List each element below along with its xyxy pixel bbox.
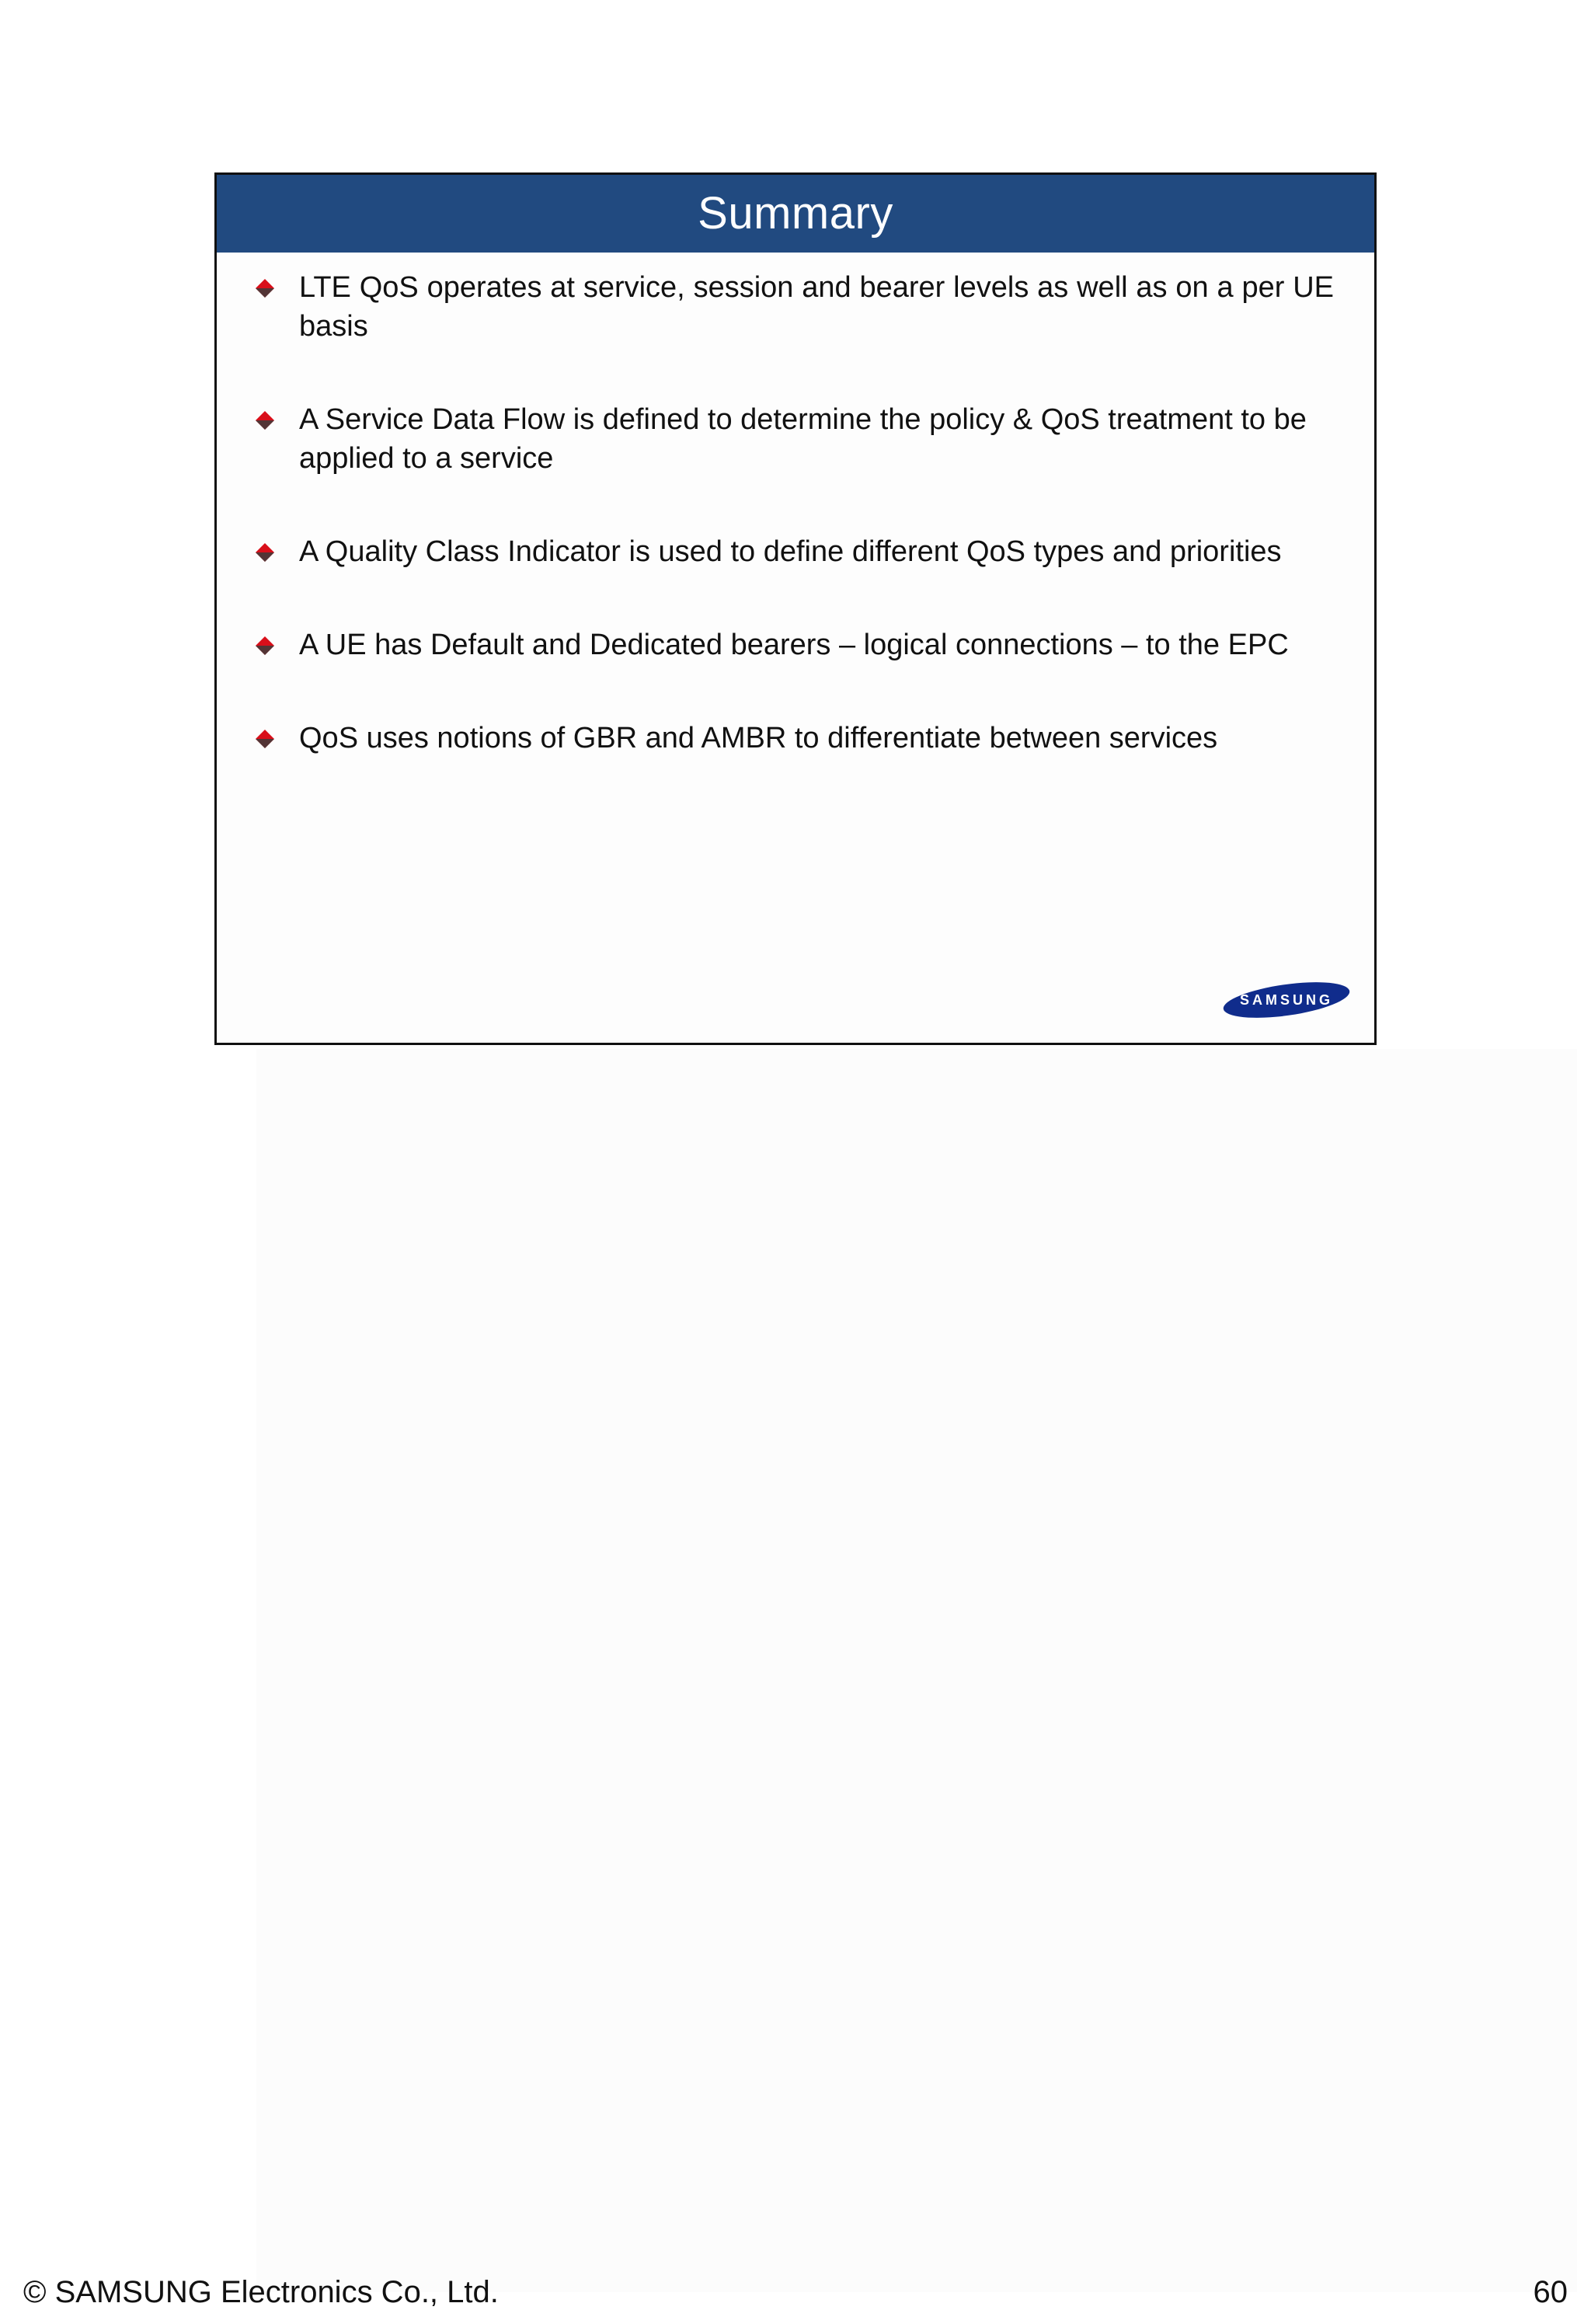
red-diamond-bullet-icon xyxy=(254,277,276,299)
bullet-text: A Quality Class Indicator is used to define different QoS types and priorities xyxy=(299,535,1282,568)
bullet-text: A UE has Default and Dedicated bearers – logical connections – to the EPC xyxy=(299,629,1289,661)
bullet-item-lte-qos xyxy=(254,268,1334,346)
samsung-logo-text: SAMSUNG xyxy=(1239,992,1334,1008)
slide-header xyxy=(217,175,1374,253)
bullet-list xyxy=(254,268,1334,758)
bullet-item-gbr-ambr xyxy=(254,719,1334,758)
samsung-logo xyxy=(1222,979,1351,1021)
bullet-item-service-data-flow xyxy=(254,400,1334,478)
summary-slide xyxy=(214,172,1377,1045)
page-background xyxy=(256,1049,1577,2292)
bullet-item-default-dedicated-bearers xyxy=(254,625,1334,664)
bullet-text: QoS uses notions of GBR and AMBR to differentiate between services xyxy=(299,722,1218,754)
bullet-item-quality-class-indicator xyxy=(254,532,1334,571)
red-diamond-bullet-icon xyxy=(254,635,276,657)
bullet-text: A Service Data Flow is defined to determine the policy & QoS treatment to be applied to a service xyxy=(299,403,1307,475)
slide-title: Summary xyxy=(698,188,893,239)
red-diamond-bullet-icon xyxy=(254,542,276,563)
bullet-text: LTE QoS operates at service, session and bearer levels as well as on a per UE basis xyxy=(299,271,1334,343)
page-number: 60 xyxy=(1533,2275,1568,2309)
red-diamond-bullet-icon xyxy=(254,409,276,431)
footer-copyright: © SAMSUNG Electronics Co., Ltd. xyxy=(23,2275,499,2309)
red-diamond-bullet-icon xyxy=(254,728,276,750)
